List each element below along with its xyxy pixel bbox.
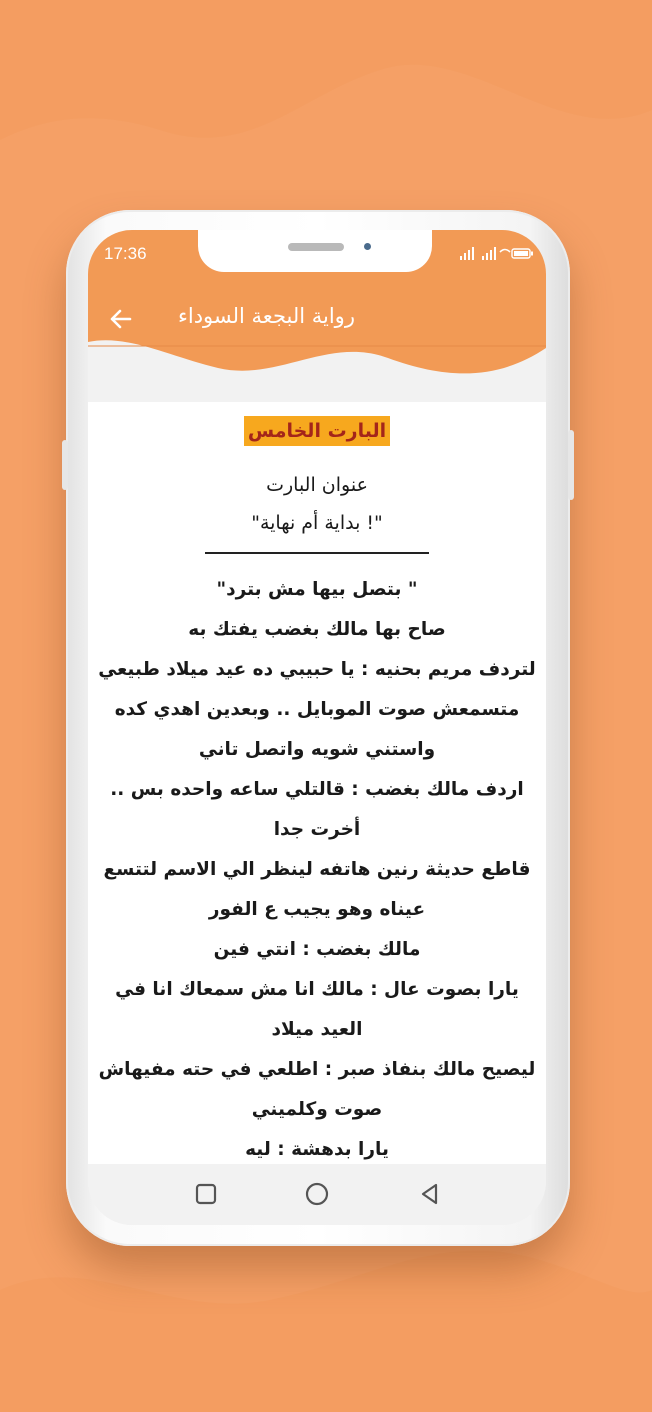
earpiece-speaker [288,243,344,251]
system-nav-bar [88,1164,546,1225]
paragraph: يارا بصوت عال : مالك انا مش سمعاك انا في العيد ميلاد [115,979,519,1040]
camera-notch [198,230,432,272]
triangle-back-icon[interactable] [416,1180,444,1208]
divider [205,552,429,554]
chapter-label: البارت الخامس [244,416,390,446]
square-icon[interactable] [192,1180,220,1208]
paragraph: اردف مالك بغضب : قالتلي ساعه واحده بس .. أخرت جدا [110,779,524,840]
article-body [88,402,546,1164]
paragraph: يارا بدهشة : ليه [245,1139,389,1160]
paragraph: قاطع حديثة رنين هاتفه لينظر الي الاسم لتتسع عيناه وهو يجيب ع الفور [103,859,531,920]
paragraph: " بتصل بيها مش بترد" [216,579,418,600]
signal-battery-icon [454,246,534,260]
front-camera [364,243,371,250]
status-time: 17:36 [104,244,147,263]
circle-icon[interactable] [303,1180,331,1208]
paragraph: مالك بغضب : انتي فين [213,939,421,960]
app-bar [88,290,546,348]
paragraph-list [88,570,546,1164]
phone-frame [66,210,570,1246]
arrow-left-icon[interactable] [106,304,136,334]
phone-side-button [62,440,68,490]
paragraph: صاح بها مالك بغضب يفتك به [188,619,446,640]
article-scroll-area[interactable] [88,402,546,1164]
paragraph: لتردف مريم بحنيه : يا حبيبي ده عيد ميلاد طبيعي متسمعش صوت الموبايل .. وبعدين اهدي كده واستني شويه واتصل تاني [98,659,536,760]
subtitle-value: "! بداية أم نهاية" [251,512,383,534]
phone-screen [88,230,546,1225]
phone-side-button [568,430,574,500]
page-title: رواية البجعة السوداء [178,304,355,328]
paragraph: ليصيح مالك بنفاذ صبر : اطلعي في حته مفيهاش صوت وكلميني [98,1059,536,1120]
subtitle-label: عنوان البارت [266,474,368,496]
